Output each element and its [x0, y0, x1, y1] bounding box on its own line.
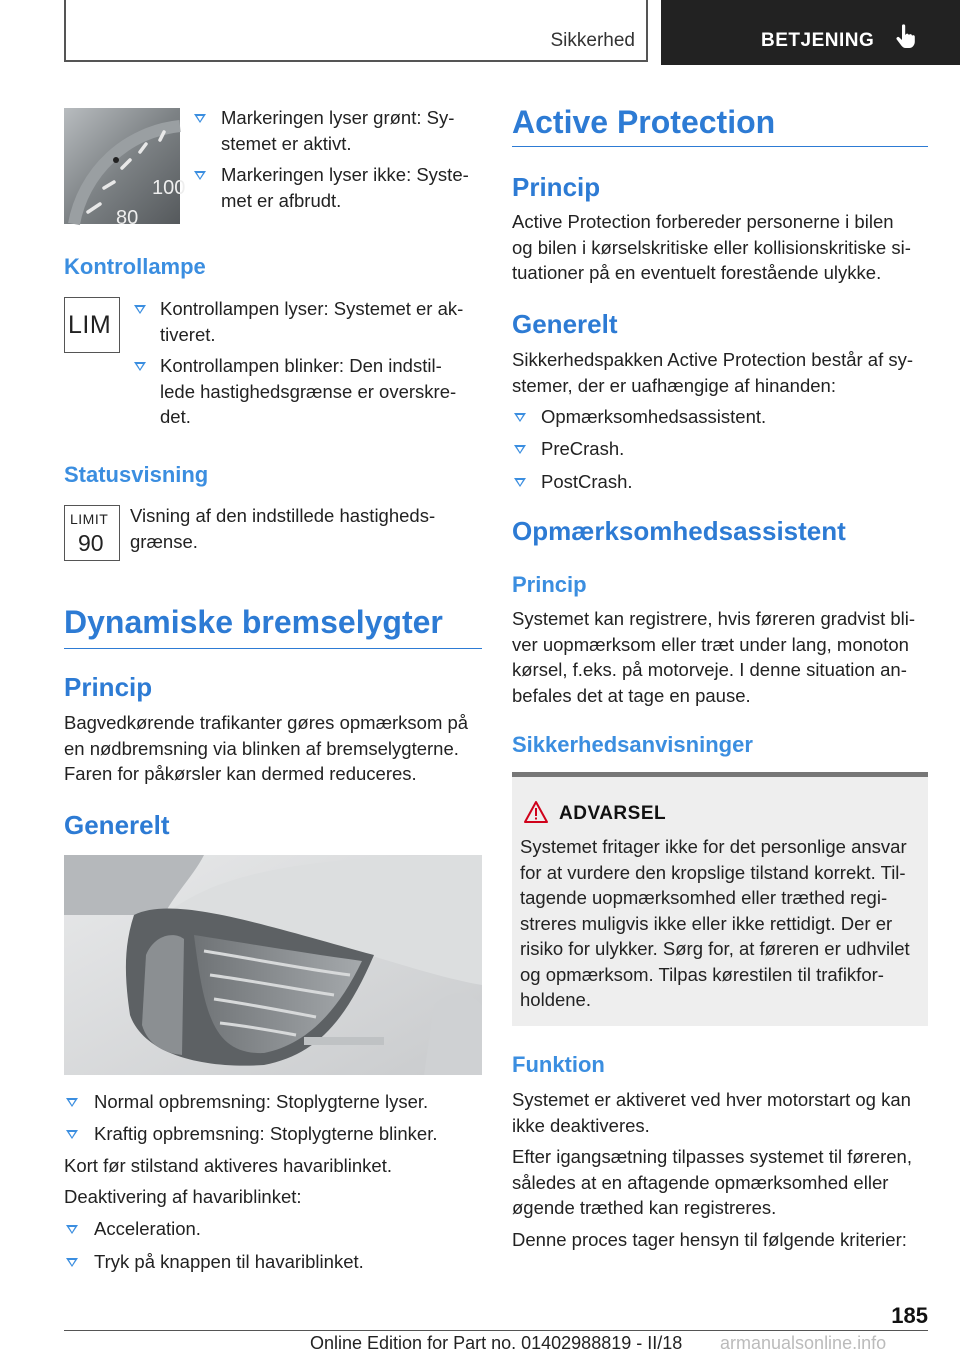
lim-icon-text: LIM [68, 311, 112, 339]
princip-text: Bagvedkørende trafikanter gøres opmærksom på en nødbremsning via blinken af bremselygterne. Faren for påkørsler kan dermed reduceres. [64, 712, 469, 784]
funktion-text-3: Denne proces tager hensyn til følgende kriterier: [512, 1229, 907, 1250]
bullet-icon [514, 478, 526, 487]
footer-edition: Online Edition for Part no. 01402988819 - II/18 [310, 1333, 683, 1353]
heading-rule [512, 146, 928, 147]
ap-princip-heading: Princip [512, 172, 601, 202]
list-item: Tryk på knappen til havariblinket. [94, 1251, 364, 1272]
ap-generelt-heading: Generelt [512, 309, 618, 339]
tail-light-image [64, 855, 482, 1075]
page-header [0, 0, 960, 66]
header-chapter-tab [661, 0, 960, 65]
speedo-label-80: 80 [116, 207, 139, 229]
bullet-icon [66, 1130, 78, 1139]
dynamiske-bremselygter-heading: Dynamiske bremselygter [64, 604, 443, 640]
princip-heading: Princip [64, 672, 153, 702]
list-item: PreCrash. [541, 438, 625, 459]
funktion-heading: Funktion [512, 1052, 605, 1077]
heading-rule [64, 648, 482, 649]
header-chapter-label: BETJENING [761, 30, 875, 51]
limit-icon-value: 90 [78, 530, 104, 556]
bullet-icon [134, 305, 146, 314]
active-protection-heading: Active Protection [512, 104, 776, 140]
list-item: Markeringen lyser ikke: Syste- met er afbrudt. [221, 164, 469, 211]
list-item: Acceleration. [94, 1218, 201, 1239]
list-item: Kontrollampen blinker: Den indstil- lede hastighedsgrænse er overskre- det. [160, 355, 457, 427]
list-item: Normal opbremsning: Stoplygterne lyser. [94, 1091, 429, 1112]
bullet-icon [66, 1258, 78, 1267]
warning-text: Systemet fritager ikke for det personlige ansvar for at vurdere den kropslige tilstand korrekt. Til- tagende uopmærksomhed eller træthed regi- streres muligvis ikke eller ikke rettidigt. Der er risiko for ulykker. Sørg for, at føreren er udhvilet og opmærksom. Tilpas kørestilen til trafikfor- holdene. [520, 836, 910, 1010]
list-item: Markeringen lyser grønt: Sy- stemet er aktivt. [221, 107, 455, 154]
bullet-icon [514, 445, 526, 454]
funktion-text-2: Efter igangsætning tilpasses systemet til føreren, således at en aftagende opmærksomhed eller øgende træthed kan registreres. [512, 1146, 912, 1218]
bullet-icon [194, 171, 206, 180]
list-item: Kontrollampen lyser: Systemet er ak- tiveret. [160, 298, 464, 345]
bullet-icon [66, 1098, 78, 1107]
generelt-heading: Generelt [64, 810, 170, 840]
deaktivering-text: Deaktivering af havariblinket: [64, 1186, 302, 1207]
bullet-icon [66, 1225, 78, 1234]
bullet-icon [134, 362, 146, 371]
lim-indicator-icon [64, 297, 120, 353]
warning-box [512, 772, 928, 1026]
sikkerhedsanvisninger-heading: Sikkerhedsanvisninger [512, 732, 753, 757]
footer-watermark: armanualsonline.info [720, 1333, 887, 1353]
page-number: 185 [891, 1303, 928, 1328]
list-item: PostCrash. [541, 471, 633, 492]
limit-icon-label: LIMIT [70, 511, 109, 527]
kort-text: Kort før stilstand aktiveres havariblinket. [64, 1155, 392, 1176]
bullet-icon [194, 114, 206, 123]
header-section-title: Sikkerhed [550, 30, 635, 51]
statusvisning-heading: Statusvisning [64, 462, 209, 487]
warning-title: ADVARSEL [559, 803, 667, 824]
footer-rule [64, 1330, 928, 1331]
statusvisning-text: Visning af den indstillede hastigheds- grænse. [130, 505, 436, 552]
funktion-text-1: Systemet er aktiveret ved hver motorstart og kan ikke deaktiveres. [512, 1089, 911, 1136]
list-item: Kraftig opbremsning: Stoplygterne blinker. [94, 1123, 438, 1144]
opm-princip-text: Systemet kan registrere, hvis føreren gradvist bli- ver uopmærksom eller træt under lang, monoton kørsel, f.eks. på motorveje. I denne situation an- befales det at tage en pause. [512, 608, 916, 706]
opm-princip-heading: Princip [512, 572, 587, 597]
bullet-icon [514, 413, 526, 422]
list-item: Opmærksomhedsassistent. [541, 406, 767, 427]
limit-display-icon [64, 505, 120, 561]
opmaerksomhedsassistent-heading: Opmærksomhedsassistent [512, 516, 846, 546]
ap-generelt-text: Sikkerhedspakken Active Protection består af sy- stemer, der er uafhængige af hinanden: [512, 349, 914, 396]
kontrollampe-heading: Kontrollampe [64, 254, 206, 279]
warning-triangle-icon [524, 801, 548, 823]
hand-pointer-icon [895, 24, 915, 50]
speedometer-image [64, 108, 186, 229]
ap-princip-text: Active Protection forbereder personerne i bilen og bilen i kørselskritiske eller kollisionskritiske si- tuationer på en eventuelt forestående ulykke. [512, 211, 911, 283]
speedo-label-100: 100 [152, 177, 186, 199]
